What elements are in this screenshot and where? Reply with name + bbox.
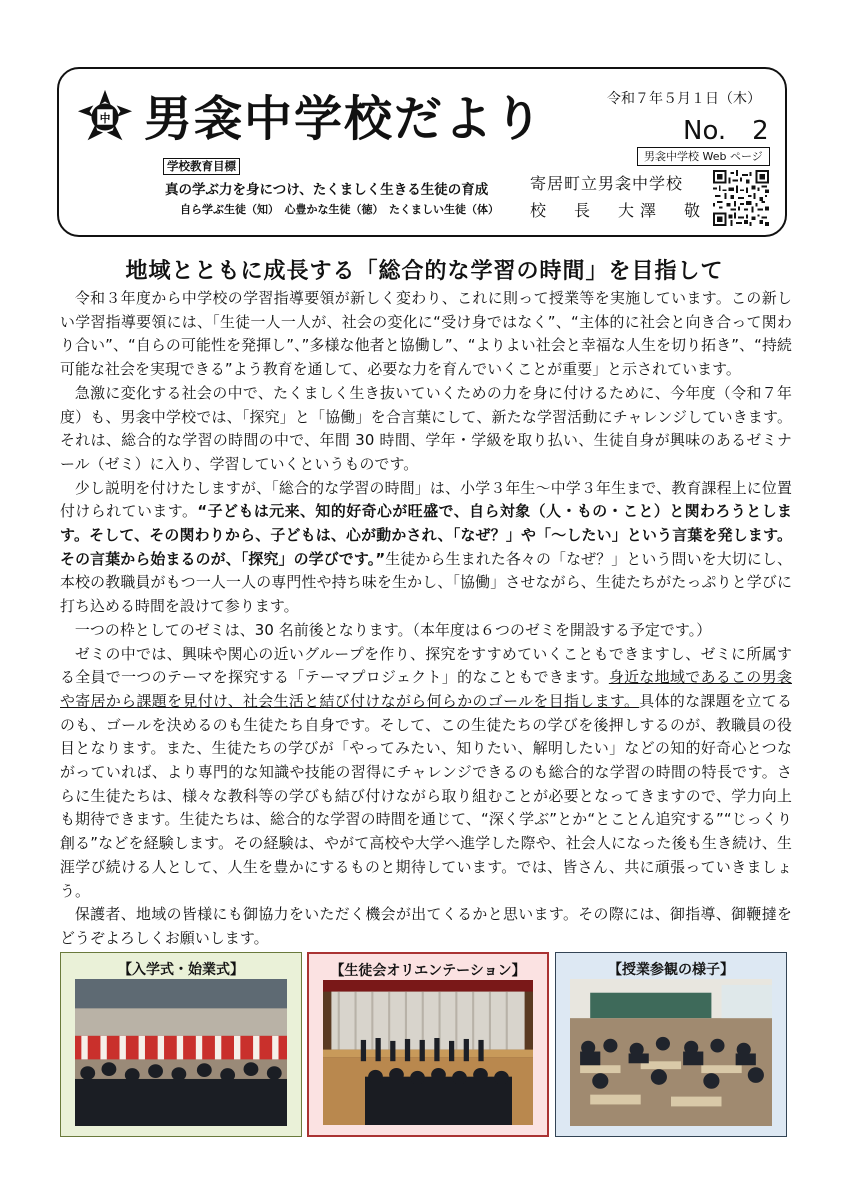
principal-name: 校 長 大澤 敬	[530, 201, 707, 220]
svg-text:中: 中	[99, 111, 111, 125]
photo-caption: 【生徒会オリエンテーション】	[330, 963, 526, 979]
entrance-ceremony-photo	[75, 979, 287, 1126]
paragraph-4: 一つの枠としてのゼミは、30 名前後となります。（本年度は６つのゼミを開設する予定です。）	[74, 620, 712, 639]
school-name: 寄居町立男衾中学校	[530, 174, 684, 193]
paragraph-5-intro: ゼミの中では、興味や関心の近いグループを作り、探究をすすめていくこともできますし、ゼミに所属する全員で一つのテーマを探究する「テーマプロジェクト」的なこともできます。	[60, 644, 792, 687]
paragraph-3-quote: “子どもは元来、知的好奇心が旺盛で、自ら対象（人・もの・こと）と関わろうとします。そして、その関わりから、子どもは、心が動かされ、「なぜ？」や「～したい」という言葉を発します。その言葉から始まるのが、「探究」の学びです。”	[60, 502, 792, 568]
paragraph-3-rest: 生徒から生まれた各々の「なぜ？」という問いを大切にし、本校の教職員がもつ一人一人の専門性や持ち味を生かし、「協働」させながら、生徒たちがたっぷりと学びに打ち込める時間を設けて参ります。	[60, 549, 792, 616]
qr-code-icon[interactable]	[713, 170, 769, 226]
school-goal-tag: 学校教育目標	[163, 158, 240, 175]
article-headline: 地域とともに成長する「総合的な学習の時間」を目指して	[125, 259, 724, 284]
photo-caption: 【入学式・始業式】	[118, 962, 244, 978]
class-observation-photo	[570, 979, 772, 1126]
paragraph-3	[60, 477, 792, 619]
paragraph-5	[60, 643, 792, 904]
school-emblem-icon	[76, 88, 134, 146]
paragraph-5-rest: 具体的な課題を立てるのも、ゴールを決めるのも生徒たち自身です。そして、この生徒たちの学びを後押しするのが、教職員の役目となります。また、生徒たちの学びが「やってみたい、知りたい、解明したい」などの知的好奇心とつながっていれば、より専門的な知識や技能の習得にチャレンジできるのも総合的な学習の時間の特長です。さらに生徒たちは、様々な教科等の学びも結び付けながら取り組むことが必要となってきますので、学力向上も期待できます。生徒たちは、総合的な学習の時間を通じて、“深く学ぶ”とか“とことん追究する”“じっくり創る”などを経験します。その経験は、やがて高校や大学へ進学した際や、社会人になった後も生き続け、生涯学び続ける人として、人生を豊かにするものと期待しています。では、皆さん、共に頑張っていきましょう。	[60, 691, 792, 900]
photo-card-class-observation	[555, 952, 787, 1137]
article-body	[60, 287, 792, 951]
school-goal-main: 真の学ぶ力を身につけ、たくましく生きる生徒の育成	[165, 182, 489, 198]
issue-number: No. 2	[683, 116, 769, 146]
paragraph-2: 急激に変化する社会の中で、たくましく生き抜いていくための力を身に付けるために、今年度（令和７年度）も、男衾中学校では、「探究」と「協働」を合言葉にして、新たな学習活動にチャレンジしていきます。それは、総合的な学習の時間の中で、年間 30 時間、学年・学級を取り払い、生徒自身が興味のあるゼミナール（ゼミ）に入り、学習していくというものです。	[60, 383, 792, 473]
paragraph-5-underlined: 身近な地域であるこの男衾や寄居から課題を見付け、社会生活と結び付けながら何らかのゴールを目指します。	[60, 668, 792, 710]
web-page-label: 男衾中学校 Web ページ	[637, 147, 770, 166]
photo-card-entrance-ceremony	[60, 952, 302, 1137]
paragraph-6: 保護者、地域の皆様にも御協力をいただく機会が出てくるかと思います。その際には、御指導、御鞭撻をどうぞよろしくお願いします。	[60, 905, 792, 947]
paragraph-1: 令和３年度から中学校の学習指導要領が新しく変わり、これに則って授業等を実施しています。この新しい学習指導要領には、「生徒一人一人が、社会の変化に“受け身ではなく”、“主体的に社会と向き合って関わり合い”、“自らの可能性を発揮し”、”多様な他者と協働し”、“よりよい社会と幸福な人生を切り拓き”、“持続可能な社会を実現できる”よう教育を通して、必要な力を育んでいくことが重要」と示されています。	[60, 289, 792, 379]
newsletter-title: 男衾中学校だより	[144, 91, 545, 147]
student-council-photo	[323, 980, 533, 1125]
photo-card-student-council	[307, 952, 549, 1137]
photo-caption: 【授業参観の様子】	[608, 962, 734, 978]
school-goal-sub: 自ら学ぶ生徒（知） 心豊かな生徒（徳） たくましい生徒（体）	[180, 203, 499, 216]
paragraph-3-intro: 少し説明を付けたしますが、「総合的な学習の時間」は、小学３年生～中学３年生まで、教育課程上に位置付けられています。	[60, 478, 792, 521]
issue-date: 令和７年５月１日（木）	[607, 91, 761, 107]
